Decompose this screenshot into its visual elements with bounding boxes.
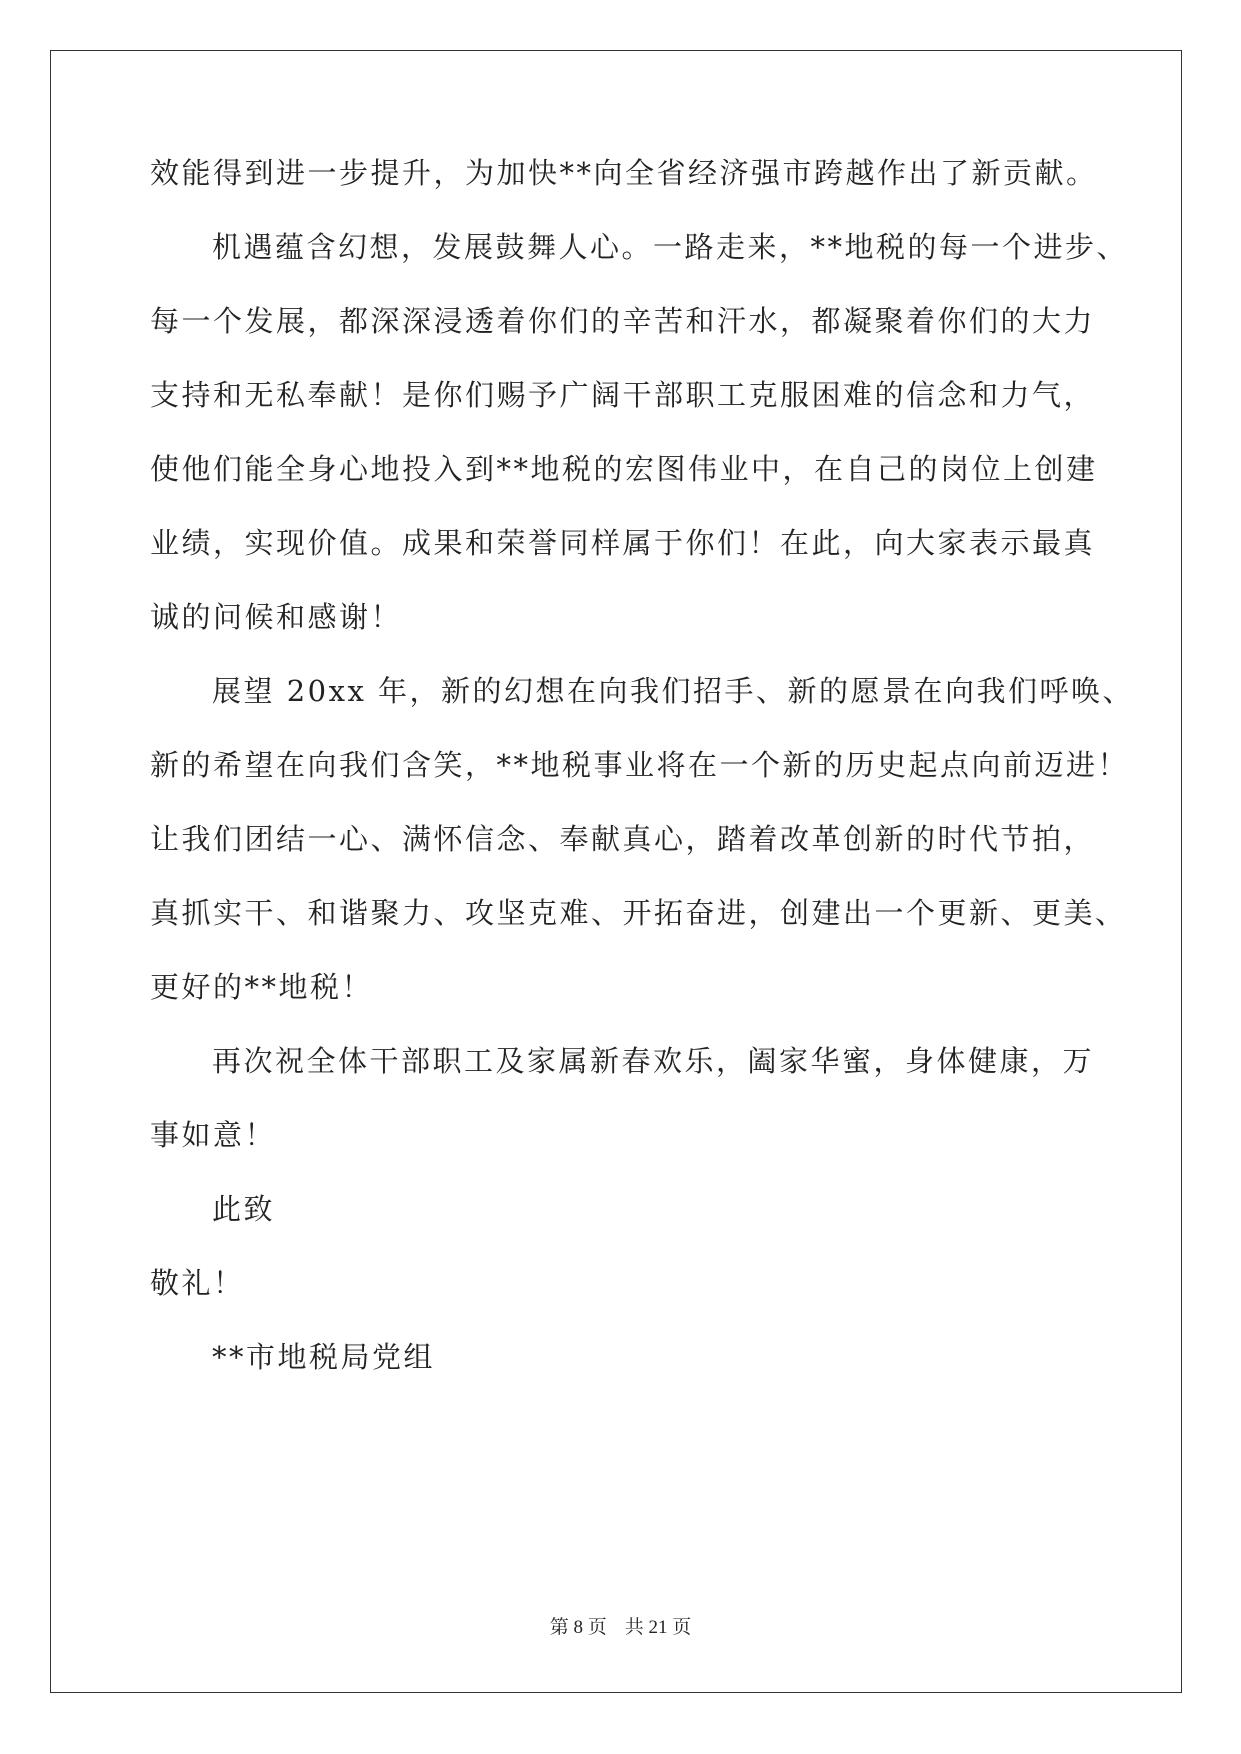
body-line: 再次祝全体干部职工及家属新春欢乐，阖家华蜜，身体健康，万 <box>212 1044 1095 1078</box>
closing-salutation: 此致 <box>212 1192 276 1226</box>
body-line: 每一个发展，都深深浸透着你们的辛苦和汗水，都凝聚着你们的大力 <box>150 304 1096 338</box>
body-line: 业绩，实现价值。成果和荣誉同样属于你们！在此，向大家表示最真 <box>150 526 1096 560</box>
body-line: 机遇蕴含幻想，发展鼓舞人心。一路走来，**地税的每一个进步、 <box>212 230 1129 264</box>
body-line: 让我们团结一心、满怀信念、奉献真心，踏着改革创新的时代节拍， <box>150 822 1096 856</box>
page-number: 第 8 页 <box>549 1617 607 1638</box>
body-line: 诚的问候和感谢！ <box>150 600 403 634</box>
body-line: 更好的**地税！ <box>150 970 374 1004</box>
body-line: 展望 20xx 年，新的幻想在向我们招手、新的愿景在向我们呼唤、 <box>212 674 1135 708</box>
closing-regards: 敬礼！ <box>150 1266 245 1300</box>
body-line: 事如意！ <box>150 1118 277 1152</box>
page-footer <box>0 1612 1241 1639</box>
page-total: 共 21 页 <box>624 1617 692 1638</box>
body-line: 使他们能全身心地投入到**地税的宏图伟业中，在自己的岗位上创建 <box>150 452 1098 486</box>
body-line: 新的希望在向我们含笑，**地税事业将在一个新的历史起点向前迈进！ <box>150 748 1130 782</box>
body-line: 真抓实干、和谐聚力、攻坚克难、开拓奋进，创建出一个更新、更美、 <box>150 896 1127 930</box>
body-line: 效能得到进一步提升，为加快**向全省经济强市跨越作出了新贡献。 <box>150 156 1098 190</box>
page-border <box>50 50 1182 1693</box>
body-line: 支持和无私奉献！是你们赐予广阔干部职工克服困难的信念和力气， <box>150 378 1096 412</box>
signature: **市地税局党组 <box>212 1340 436 1374</box>
